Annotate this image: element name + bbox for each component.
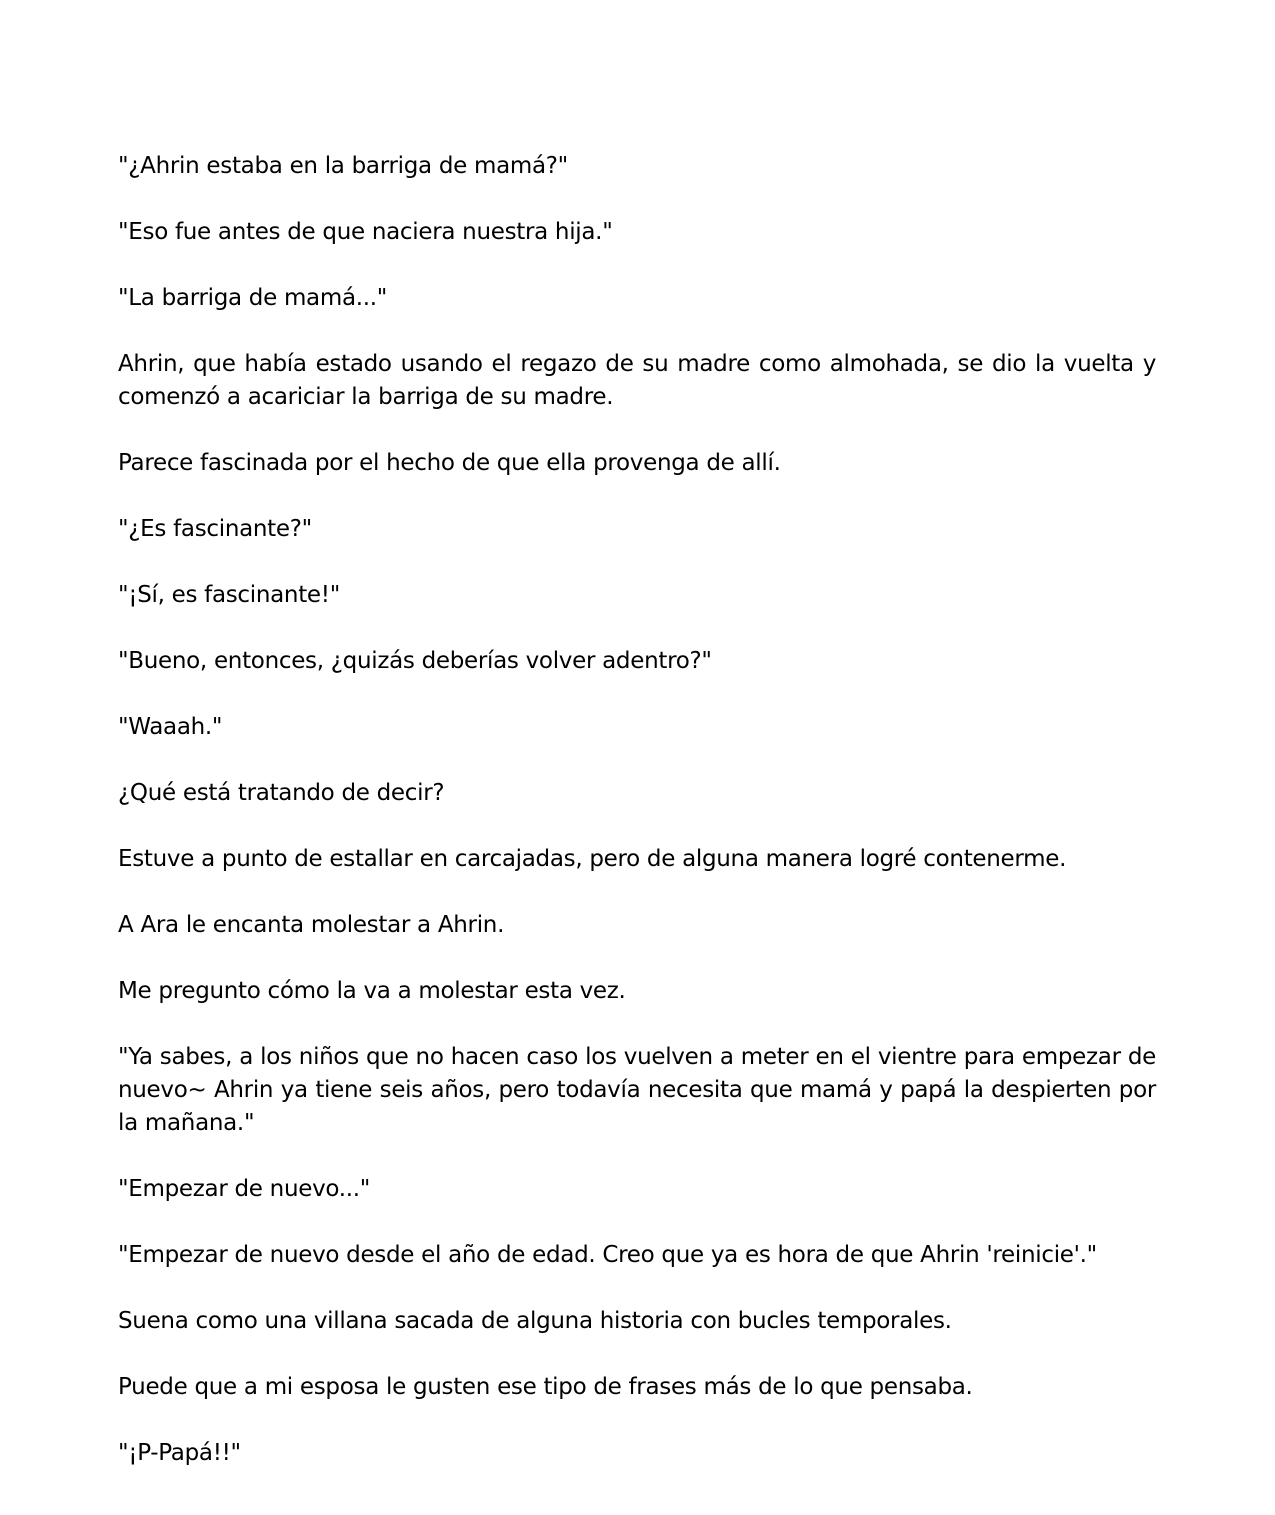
paragraph: "Ya sabes, a los niños que no hacen caso los vuelven a meter en el vientre para empezar de nuevo~ Ahrin ya tiene seis años, pero todavía necesita que mamá y papá la despierten por la mañana." <box>118 1044 1156 1136</box>
paragraph: Suena como una villana sacada de alguna historia con bucles temporales. <box>118 1308 952 1334</box>
paragraph: "¡P-Papá!!" <box>118 1440 241 1466</box>
paragraph: Puede que a mi esposa le gusten ese tipo de frases más de lo que pensaba. <box>118 1374 973 1400</box>
paragraph: Ahrin, que había estado usando el regazo de su madre como almohada, se dio la vuelta y comenzó a acariciar la barriga de su madre. <box>118 351 1156 410</box>
paragraph: Parece fascinada por el hecho de que ella provenga de allí. <box>118 450 781 476</box>
paragraph: Me pregunto cómo la va a molestar esta vez. <box>118 978 626 1004</box>
paragraph: "La barriga de mamá..." <box>118 285 388 311</box>
paragraph: ¿Qué está tratando de decir? <box>118 780 445 806</box>
paragraph: Estuve a punto de estallar en carcajadas, pero de alguna manera logré contenerme. <box>118 846 1067 872</box>
paragraph: "Empezar de nuevo desde el año de edad. Creo que ya es hora de que Ahrin 'reinicie'." <box>118 1242 1097 1268</box>
paragraph: "¿Es fascinante?" <box>118 516 312 542</box>
document-body <box>118 150 1156 1503</box>
paragraph: "Bueno, entonces, ¿quizás deberías volver adentro?" <box>118 648 712 674</box>
paragraph: "Empezar de nuevo..." <box>118 1176 371 1202</box>
paragraph: "¿Ahrin estaba en la barriga de mamá?" <box>118 153 568 179</box>
paragraph: "¡Sí, es fascinante!" <box>118 582 340 608</box>
paragraph: "Eso fue antes de que naciera nuestra hija." <box>118 219 613 245</box>
paragraph: "Waaah." <box>118 714 223 740</box>
paragraph: A Ara le encanta molestar a Ahrin. <box>118 912 505 938</box>
